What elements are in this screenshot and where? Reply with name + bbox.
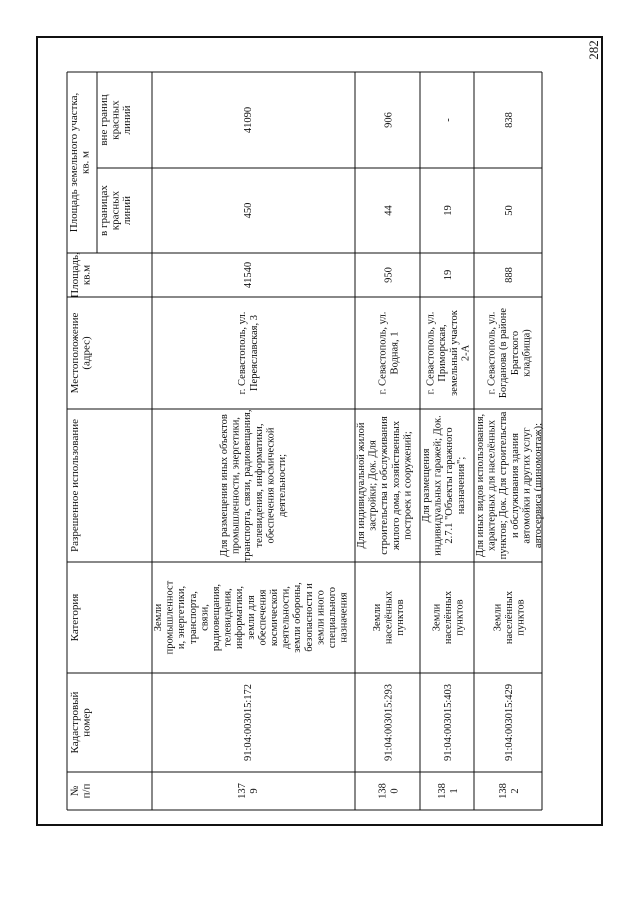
cell-cadastral: [243, 684, 254, 761]
text-line: 838: [504, 112, 515, 128]
text-line: Для размещения иных объектов: [219, 414, 230, 557]
text-line: Земли: [492, 603, 504, 632]
text-line: застройки; Док. Для: [367, 440, 379, 531]
text-line: земли для: [245, 595, 257, 640]
text-line: автосервиса (шиномонтаж);: [533, 422, 544, 549]
page-number: 282: [586, 40, 601, 60]
text-line: 450: [243, 202, 254, 219]
text-line: п/п: [80, 783, 93, 799]
text-line: красных: [109, 190, 122, 231]
text-line: безопасности и: [303, 583, 315, 652]
text-line: 91:04:003015:429: [504, 683, 515, 762]
cell-num: [378, 783, 401, 799]
text-line: обеспечения космической: [265, 427, 277, 544]
text-line: 41090: [243, 106, 254, 134]
text-line: строительства и обслуживания: [379, 416, 391, 555]
text-line: 888: [504, 267, 515, 283]
plots-table: [67, 72, 544, 810]
text-line: Площадь,: [69, 252, 81, 298]
cell-category: [372, 590, 406, 644]
text-line: 19: [443, 269, 454, 281]
text-line: пунктов: [395, 599, 407, 636]
text-line: Площадь земельного участка,: [68, 92, 80, 233]
text-line: Для размещения: [421, 448, 432, 523]
text-line: населённых: [383, 590, 395, 645]
text-line: Земли: [431, 603, 443, 632]
cell-inside: [504, 205, 515, 216]
text-line: пунктов: [454, 599, 466, 636]
text-line: -: [443, 118, 454, 122]
text-line: пунктов; Док. Для строительства: [498, 411, 510, 560]
text-line: Приморская,: [437, 324, 449, 382]
text-line: Земли: [371, 603, 383, 632]
cell-location: [237, 312, 260, 395]
cell-area: [443, 270, 454, 281]
header-area: [69, 252, 93, 298]
text-line: 50: [504, 205, 515, 216]
text-line: 906: [383, 112, 395, 128]
page-frame: [37, 37, 602, 825]
text-line: населённых: [443, 590, 454, 645]
header-plot-area: [68, 92, 92, 232]
text-line: автомойки и других услуг: [521, 427, 533, 544]
text-line: назначения";: [455, 456, 467, 515]
text-line: Богданова (в районе: [498, 307, 510, 399]
text-line: вне границ: [98, 94, 110, 146]
text-line: Кадастровый: [69, 691, 81, 754]
cell-cadastral: [443, 684, 454, 761]
text-line: специального: [327, 586, 338, 649]
text-line: пунктов: [515, 599, 527, 636]
text-line: деятельности;: [277, 453, 288, 518]
text-line: 41540: [243, 261, 254, 289]
text-line: назначения: [338, 592, 350, 643]
text-line: 91:04:003015:403: [443, 683, 454, 762]
text-line: кв. м: [79, 151, 92, 174]
text-line: 2.7.1 "Объекты гаражного: [444, 427, 456, 544]
text-line: в границах: [98, 185, 110, 236]
text-line: линий: [121, 195, 134, 226]
text-line: 138: [377, 783, 389, 799]
cell-use: [219, 410, 288, 562]
cell-cadastral: [384, 684, 395, 761]
text-line: номер: [80, 708, 93, 737]
text-line: красных: [109, 100, 122, 140]
cell-outside: [443, 118, 454, 122]
text-line: индивидуальных гаражей; Док.: [432, 415, 444, 556]
cell-inside: [443, 205, 454, 216]
cell-use: [421, 415, 467, 556]
text-line: промышленности, энергетики,: [230, 417, 242, 554]
text-line: населённых: [504, 590, 515, 645]
cell-use: [356, 416, 413, 555]
cell-outside: [384, 112, 395, 128]
header-cadastral: [69, 691, 93, 753]
text-line: радиовещания,: [211, 583, 222, 652]
text-line: 137: [237, 783, 249, 799]
cell-location: [487, 308, 533, 399]
cell-category: [431, 590, 465, 644]
text-line: 1: [448, 788, 460, 794]
header-inside-red-lines: [98, 185, 133, 236]
text-line: Для иных видов использования,: [475, 413, 486, 558]
cell-area: [504, 267, 515, 283]
header-use: [69, 419, 81, 552]
text-line: Местоположение: [69, 312, 81, 394]
text-line: транспорта,: [187, 591, 199, 644]
cell-area: [243, 262, 254, 288]
text-line: обеспечения: [257, 589, 269, 646]
text-line: 44: [383, 205, 395, 216]
cell-location: [426, 309, 472, 396]
text-line: земли иного: [315, 590, 327, 645]
text-line: 2-А: [460, 344, 472, 362]
text-line: кладбища): [521, 329, 533, 377]
header-location: [69, 312, 93, 393]
cell-num: [437, 783, 460, 799]
text-line: и обслуживания здания: [509, 433, 521, 538]
table-grid: [67, 72, 542, 810]
text-line: 9: [248, 788, 260, 794]
text-line: 19: [443, 205, 454, 216]
text-line: жилого дома, хозяйственных: [390, 420, 402, 551]
header-category: [69, 594, 81, 642]
text-line: г. Севастополь, ул.: [425, 311, 437, 395]
text-line: кв.м: [80, 264, 93, 286]
header-outside-red-lines: [98, 94, 133, 145]
table-cells: [68, 92, 544, 798]
text-line: построек и сооружений;: [402, 431, 414, 540]
text-line: космической: [269, 588, 280, 647]
cell-inside: [384, 205, 395, 216]
text-line: земли обороны,: [292, 582, 304, 653]
text-line: г. Севастополь, ул.: [486, 311, 498, 395]
text-line: связи,: [199, 604, 211, 631]
text-line: линий: [121, 105, 134, 135]
text-line: г. Севастополь, ул.: [237, 311, 249, 395]
text-line: Для индивидуальной жилой: [356, 422, 367, 549]
cell-category: [492, 590, 526, 644]
text-line: Братского: [509, 330, 521, 376]
text-line: телевидения,: [222, 588, 234, 647]
cell-outside: [243, 107, 254, 133]
text-line: г. Севастополь, ул.: [377, 311, 389, 395]
cell-area: [384, 267, 395, 283]
text-line: 0: [389, 788, 401, 794]
text-line: деятельности,: [280, 586, 292, 649]
text-line: Разрешенное использование: [69, 418, 81, 553]
text-line: телевидения, информатики,: [253, 423, 265, 548]
text-line: и, энергетики,: [176, 585, 188, 650]
cell-use: [475, 411, 544, 559]
cell-num: [237, 783, 260, 799]
text-line: транспорта, связи, радиовещания,: [242, 409, 254, 562]
text-line: Водная, 1: [389, 331, 401, 375]
text-line: 91:04:003015:293: [383, 683, 395, 762]
text-line: земельный участок: [448, 310, 460, 396]
text-line: Категория: [69, 593, 81, 642]
cell-category: [153, 580, 350, 654]
text-line: 138: [437, 783, 449, 799]
cell-num: [498, 783, 521, 799]
header-num: [69, 783, 93, 798]
cell-inside: [243, 203, 254, 219]
text-line: информатики,: [234, 586, 246, 649]
text-line: 138: [498, 783, 510, 799]
text-line: характерных для населённых: [486, 420, 498, 551]
cell-cadastral: [504, 684, 515, 761]
text-line: 950: [383, 267, 395, 283]
text-line: №: [69, 785, 81, 797]
text-line: 91:04:003015:172: [243, 683, 254, 762]
text-line: Земли: [153, 603, 164, 632]
text-line: (адрес): [80, 336, 93, 370]
text-line: промышленност: [164, 580, 176, 655]
text-line: Переяславская, 3: [248, 314, 260, 392]
cell-location: [378, 312, 401, 395]
text-line: 2: [509, 788, 521, 794]
cell-outside: [504, 112, 515, 128]
